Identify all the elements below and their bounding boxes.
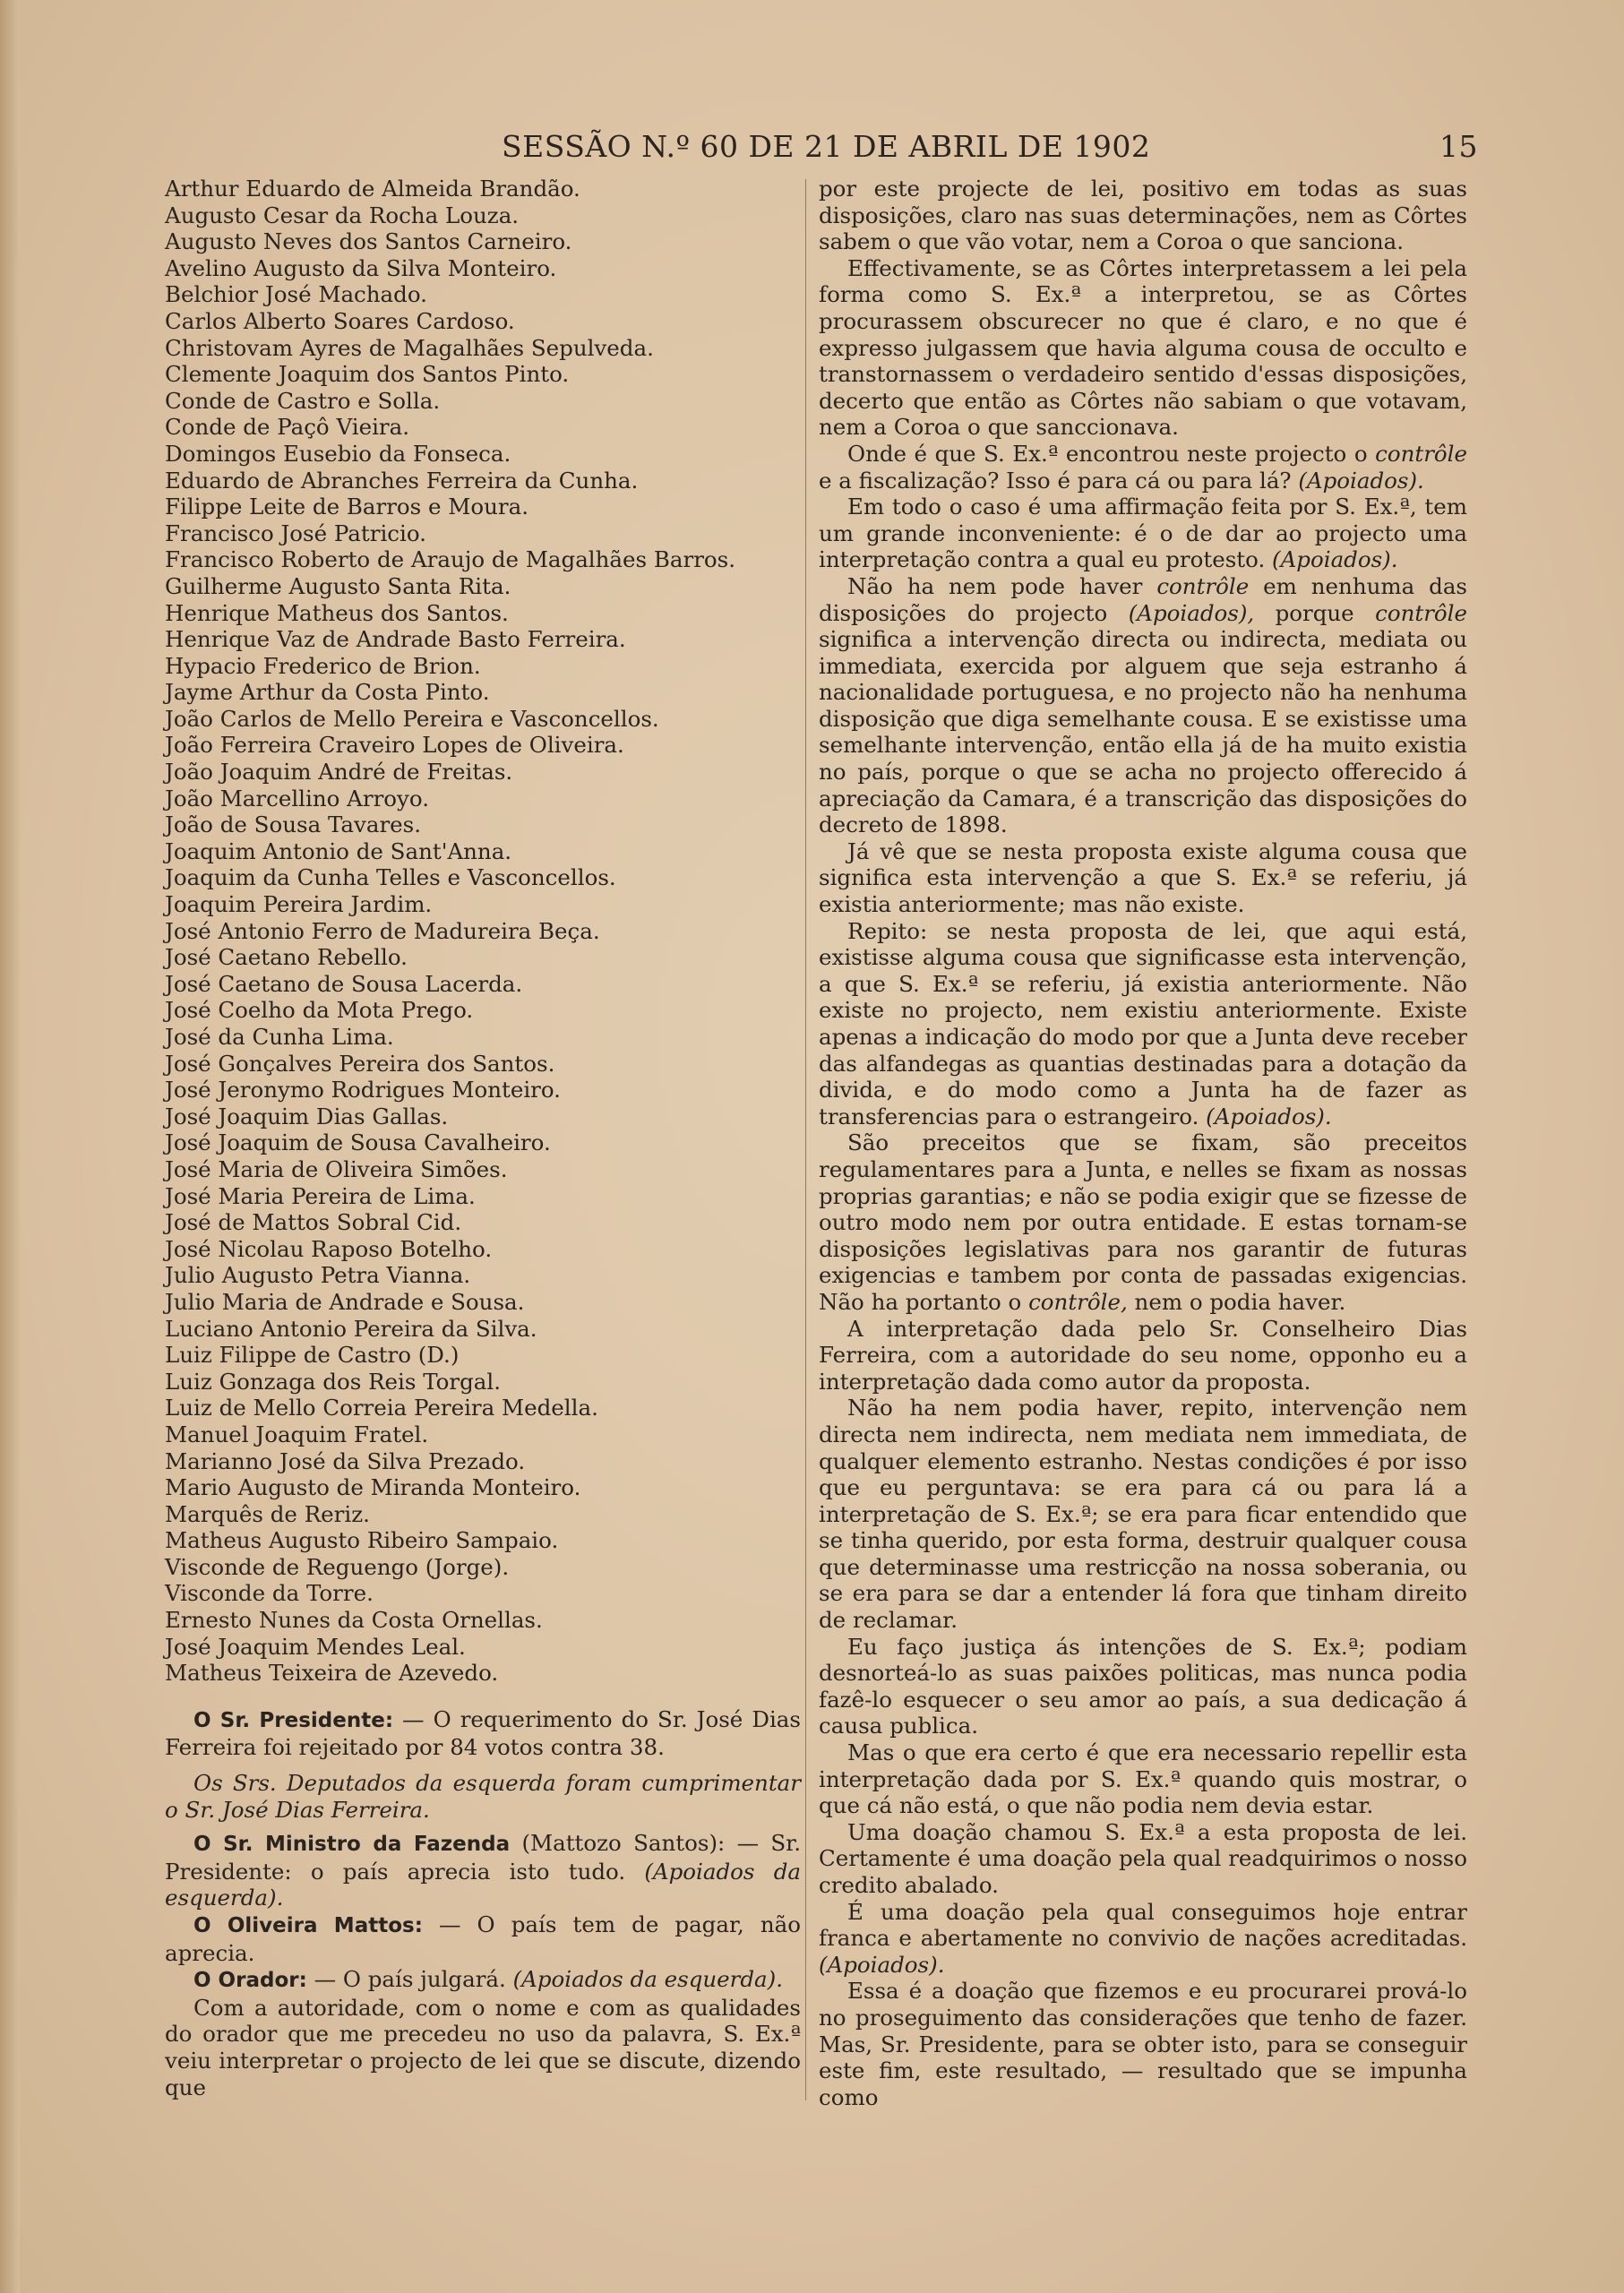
deputy-name: Matheus Teixeira de Azevedo. — [165, 1660, 499, 1687]
column-divider — [805, 179, 806, 2100]
deputy-name: Augusto Cesar da Rocha Louza. — [165, 202, 520, 228]
deputy-name: Avelino Augusto da Silva Monteiro. — [165, 254, 557, 281]
deputy-name: Domingos Eusebio da Fonseca. — [165, 440, 511, 467]
deputy-name: José Maria de Oliveira Simões. — [165, 1155, 508, 1182]
deputy-name: Henrique Matheus dos Santos. — [165, 599, 509, 626]
deputy-name: Joaquim da Cunha Telles e Vasconcellos. — [165, 864, 616, 891]
deputy-name: Arthur Eduardo de Almeida Brandão. — [165, 176, 580, 202]
deputy-name: Henrique Vaz de Andrade Basto Ferreira. — [165, 626, 626, 653]
paragraph-minister: O Sr. Ministro da Fazenda (Mattozo Santos): — Sr. Presidente: o país aprecia isto tudo. (Apoiados da esquerda). — [165, 1830, 801, 1911]
deputy-name: José Nicolau Raposo Botelho. — [165, 1235, 493, 1262]
deputy-name: José de Mattos Sobral Cid. — [165, 1209, 462, 1236]
paragraph-orador: O Orador: — O país julgará. (Apoiados da esquerda). — [193, 1966, 784, 1993]
deputy-name: Visconde de Reguengo (Jorge). — [165, 1553, 510, 1580]
paragraph: Onde é que S. Ex.ª encontrou neste projecto o contrôle e a fiscalização? Isso é para cá ou para lá? (Apoiados). — [819, 440, 1467, 494]
deputy-name: João Carlos de Mello Pereira e Vasconcellos. — [165, 705, 659, 732]
deputy-name: Marianno José da Silva Prezado. — [165, 1447, 526, 1474]
deputy-name: Hypacio Frederico de Brion. — [165, 652, 481, 679]
paragraph-body: Com a autoridade, com o nome e com as qualidades do orador que me precedeu no uso da palavra, S. Ex.ª veiu interpretar o projecto de lei que se discute, dizendo que — [165, 1994, 801, 2100]
deputy-name: Francisco José Patricio. — [165, 520, 426, 546]
deputy-name: Carlos Alberto Soares Cardoso. — [165, 307, 515, 334]
deputy-name: Mario Augusto de Miranda Monteiro. — [165, 1474, 581, 1501]
deputy-name: Christovam Ayres de Magalhães Sepulveda. — [165, 334, 654, 361]
deputy-name: José Jeronymo Rodrigues Monteiro. — [165, 1077, 561, 1104]
deputy-name: José Joaquim Mendes Leal. — [165, 1633, 466, 1660]
speaker-label: O Oliveira Mattos: — [193, 1914, 423, 1937]
deputies-list — [165, 176, 801, 1687]
deputy-name: José Gonçalves Pereira dos Santos. — [165, 1050, 555, 1077]
deputy-name: Manuel Joaquim Fratel. — [165, 1421, 429, 1447]
deputy-name: José Caetano de Sousa Lacerda. — [165, 970, 523, 997]
paragraph: Essa é a doação que fizemos e eu procurarei prová-lo no proseguimento das considerações que tenho de fazer. Mas, Sr. Presidente, para se obter isto, para se conseguir este fim, este resultado, — resultado que se impunha como — [819, 1978, 1467, 2110]
paragraph: Já vê que se nesta proposta existe alguma cousa que significa esta intervenção a que S. Ex.ª se referiu, já existia anteriormente; mas não existe. — [819, 837, 1467, 918]
deputy-name: Visconde da Torre. — [165, 1580, 374, 1607]
deputy-name: Conde de Paçô Vieira. — [165, 414, 410, 441]
page-number: 15 — [1439, 129, 1478, 164]
deputy-name: Julio Augusto Petra Vianna. — [165, 1262, 471, 1289]
deputy-name: Guilherme Augusto Santa Rita. — [165, 572, 511, 599]
paragraph: Uma doação chamou S. Ex.ª a esta proposta de lei. Certamente é uma doação pela qual readquirimos o nosso credito abalado. — [819, 1818, 1467, 1898]
deputy-name: José Antonio Ferro de Madureira Beça. — [165, 917, 600, 944]
left-column — [165, 176, 801, 2100]
deputy-name: Filippe Leite de Barros e Moura. — [165, 494, 529, 520]
paragraph: Repito: se nesta proposta de lei, que aqui está, existisse alguma cousa que significasse esta intervenção, a que S. Ex.ª se referiu, já existia anteriormente. Não existe no projecto, nem existiu anteriormente. Existe apenas a indicação do modo por que a Junta deve receber das alfandegas as quantias destinadas para a dotação da divida, e do modo como a Junta ha de fazer as transferencias para o estrangeiro. (Apoiados). — [819, 917, 1467, 1129]
deputy-name: Clemente Joaquim dos Santos Pinto. — [165, 361, 570, 388]
right-column — [819, 176, 1467, 2110]
deputy-name: Marquês de Reriz. — [165, 1500, 370, 1527]
deputy-name: Luiz Filippe de Castro (D.) — [165, 1342, 460, 1369]
page-header — [161, 129, 1478, 174]
deputy-name: Eduardo de Abranches Ferreira da Cunha. — [165, 467, 639, 494]
deputy-name: José Joaquim de Sousa Cavalheiro. — [165, 1129, 551, 1156]
deputy-name: Francisco Roberto de Araujo de Magalhães Barros. — [165, 546, 736, 573]
paragraph-oliveira: O Oliveira Mattos: — O país tem de pagar, não aprecia. — [165, 1911, 801, 1966]
speaker-label: O Sr. Presidente: — [193, 1708, 394, 1732]
speaker-label: O Orador: — [193, 1969, 307, 1993]
session-title: SESSÃO N.º 60 DE 21 DE ABRIL DE 1902 — [502, 129, 1151, 164]
deputy-name: Luciano Antonio Pereira da Silva. — [165, 1315, 537, 1342]
speaker-label: O Sr. Ministro da Fazenda — [193, 1833, 511, 1857]
paragraph: Effectivamente, se as Côrtes interpretassem a lei pela forma como S. Ex.ª a interpretou, se as Côrtes procurassem obscurecer no que é claro, e no que é expresso julgassem que havia alguma cousa de occulto e transtornassem o verdadeiro sentido d'essas disposições, decerto que então as Côrtes não sabiam o que votavam, nem a Coroa o que sanccionava. — [819, 254, 1467, 441]
deputy-name: Joaquim Antonio de Sant'Anna. — [165, 837, 512, 864]
deputy-name: João Marcellino Arroyo. — [165, 785, 429, 812]
paragraph: São preceitos que se fixam, são preceitos regulamentares para a Junta, e nelles se fixam as nossas proprias garantias; e não se podia exigir que se fizesse de outro modo nem por outra entidade. E estas tornam-se disposições legislativas para nos garantir de futuras exigencias e tambem por conta de passadas exigencias. Não ha portanto o contrôle, nem o podia haver. — [819, 1129, 1467, 1315]
deputy-name: Jayme Arthur da Costa Pinto. — [165, 679, 490, 706]
deputy-name: Belchior José Machado. — [165, 281, 427, 308]
paragraph: Não ha nem pode haver contrôle em nenhuma das disposições do projecto (Apoiados), porque contrôle significa a intervenção directa ou indirecta, mediata ou immediata, exercida por alguem que seja estranho á nacionalidade portuguesa, e no projecto não ha nenhuma disposição que diga semelhante cousa. E se existisse uma semelhante intervenção, então ella já de ha muito existia no país, porque o que se acha no projecto offerecido á apreciação da Camara, é a transcrição das disposições do decreto de 1898. — [819, 572, 1467, 838]
deputy-name: Luiz Gonzaga dos Reis Torgal. — [165, 1368, 502, 1395]
deputy-name: José Maria Pereira de Lima. — [165, 1182, 476, 1209]
paragraph: Em todo o caso é uma affirmação feita por S. Ex.ª, tem um grande inconveniente: é o de dar ao projecto uma interpretação contra a qual eu protesto. (Apoiados). — [819, 494, 1467, 573]
deputy-name: Luiz de Mello Correia Pereira Medella. — [165, 1395, 598, 1421]
stage-note: Os Srs. Deputados da esquerda foram cumprimentar o Sr. José Dias Ferreira. — [165, 1770, 801, 1823]
paragraph: A interpretação dada pelo Sr. Conselheiro Dias Ferreira, com a autoridade do seu nome, opponho eu a interpretação dada como autor da proposta. — [819, 1315, 1467, 1395]
paragraph: Não ha nem podia haver, repito, intervenção nem directa nem indirecta, nem mediata nem immediata, de qualquer elemento estranho. Nestas condições é por isso que eu perguntava: se era para cá ou para lá a interpretação de S. Ex.ª; se era para ficar entendido que se tinha querido, por esta forma, destruir qualquer cousa que determinasse uma restricção na nossa soberania, ou se era para se dar a entender lá fora que tinham direito de reclamar. — [819, 1395, 1467, 1634]
deputy-name: João de Sousa Tavares. — [165, 812, 422, 838]
page-edge — [0, 0, 20, 2293]
deputy-name: João Ferreira Craveiro Lopes de Oliveira. — [165, 732, 624, 759]
deputy-name: Ernesto Nunes da Costa Ornellas. — [165, 1607, 543, 1634]
paragraph: por este projecte de lei, positivo em todas as suas disposições, claro nas suas determinações, nem as Côrtes sabem o que vão votar, nem a Coroa o que sanciona. — [819, 176, 1467, 255]
deputy-name: Augusto Neves dos Santos Carneiro. — [165, 228, 572, 255]
paragraph: Mas o que era certo é que era necessario repellir esta interpretação dada por S. Ex.ª quando quis mostrar, o que cá não está, o que não podia nem devia estar. — [819, 1739, 1467, 1819]
paragraph-president: O Sr. Presidente: — O requerimento do Sr. José Dias Ferreira foi rejeitado por 84 votos contra 38. — [165, 1705, 801, 1761]
deputy-name: João Joaquim André de Freitas. — [165, 759, 513, 786]
deputy-name: Conde de Castro e Solla. — [165, 387, 441, 414]
deputy-name: Joaquim Pereira Jardim. — [165, 891, 433, 918]
deputy-name: José Caetano Rebello. — [165, 944, 408, 971]
paragraph: É uma doação pela qual conseguimos hoje entrar franca e abertamente no convivio de nações acreditadas. (Apoiados). — [819, 1898, 1467, 1978]
deputy-name: Julio Maria de Andrade e Sousa. — [165, 1288, 525, 1315]
deputy-name: José Joaquim Dias Gallas. — [165, 1103, 449, 1129]
paragraph: Eu faço justiça ás intenções de S. Ex.ª; podiam desnorteá-lo as suas paixões politicas, mas nunca podia fazê-lo esquecer o seu amor ao país, a sua dedicação á causa publica. — [819, 1633, 1467, 1739]
deputy-name: Matheus Augusto Ribeiro Sampaio. — [165, 1527, 559, 1554]
deputy-name: José da Cunha Lima. — [165, 1024, 394, 1050]
deputy-name: José Coelho da Mota Prego. — [165, 997, 474, 1024]
